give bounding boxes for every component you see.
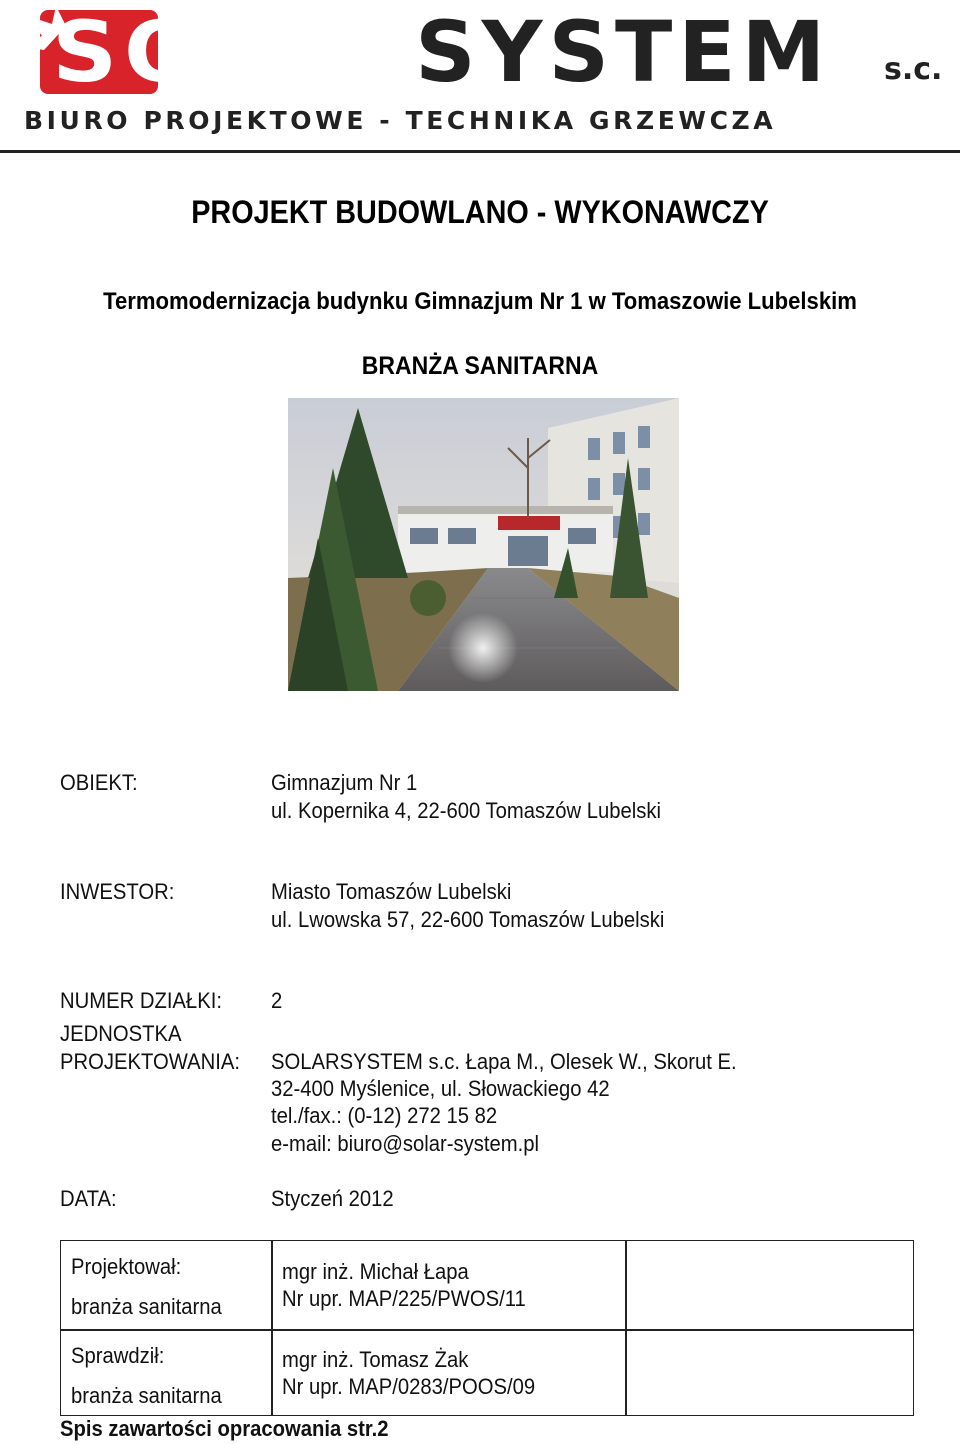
data-value: Styczeń 2012 (271, 1186, 394, 1211)
logo-subtitle: BIURO PROJEKTOWE - TECHNIKA GRZEWCZA (24, 106, 777, 135)
jednostka-label-line1: JEDNOSTKA (60, 1021, 182, 1046)
obiekt-address: ul. Kopernika 4, 22-600 Tomaszów Lubelski (271, 798, 662, 823)
row2-name: mgr inż. Tomasz Żak (282, 1347, 469, 1372)
signature-table (60, 1240, 914, 1416)
logo-sc-text: s.c. (884, 52, 943, 87)
inwestor-name: Miasto Tomaszów Lubelski (271, 879, 512, 904)
logo-system-text: SYSTEM (415, 3, 832, 101)
row1-branch: branża sanitarna (71, 1294, 222, 1319)
row1-license: Nr upr. MAP/225/PWOS/11 (282, 1286, 526, 1311)
row2-branch: branża sanitarna (71, 1383, 222, 1408)
data-label: DATA: (60, 1186, 117, 1211)
company-logo (18, 3, 948, 135)
dzialka-label: NUMER DZIAŁKI: (60, 988, 222, 1013)
obiekt-label: OBIEKT: (60, 770, 138, 795)
jednostka-company: SOLARSYSTEM s.c. Łapa M., Olesek W., Skorut E. (271, 1049, 737, 1074)
document-title: PROJEKT BUDOWLANO - WYKONAWCZY (191, 194, 769, 230)
row2-role: Sprawdził: (71, 1343, 165, 1368)
logo-solar-text: SOLAR (52, 3, 425, 101)
inwestor-label: INWESTOR: (60, 879, 175, 904)
table-divider (61, 1329, 913, 1331)
row1-role: Projektował: (71, 1254, 182, 1279)
branch-title: BRANŻA SANITARNA (361, 352, 599, 380)
dzialka-value: 2 (271, 988, 283, 1013)
table-divider (271, 1241, 273, 1415)
project-subject: Termomodernizacja budynku Gimnazjum Nr 1 w Tomaszowie Lubelskim (103, 288, 857, 315)
contents-note: Spis zawartości opracowania str.2 (60, 1416, 389, 1441)
building-photo (288, 398, 679, 691)
table-divider (625, 1241, 627, 1415)
header-divider (0, 150, 960, 153)
logo-wordmark (52, 3, 832, 101)
inwestor-address: ul. Lwowska 57, 22-600 Tomaszów Lubelski (271, 907, 665, 932)
jednostka-phone: tel./fax.: (0-12) 272 15 82 (271, 1103, 498, 1128)
obiekt-name: Gimnazjum Nr 1 (271, 770, 418, 795)
row1-name: mgr inż. Michał Łapa (282, 1259, 469, 1284)
jednostka-address: 32-400 Myślenice, ul. Słowackiego 42 (271, 1076, 610, 1101)
jednostka-email: e-mail: biuro@solar-system.pl (271, 1131, 539, 1156)
row2-license: Nr upr. MAP/0283/POOS/09 (282, 1374, 536, 1399)
jednostka-label-line2: PROJEKTOWANIA: (60, 1049, 240, 1074)
